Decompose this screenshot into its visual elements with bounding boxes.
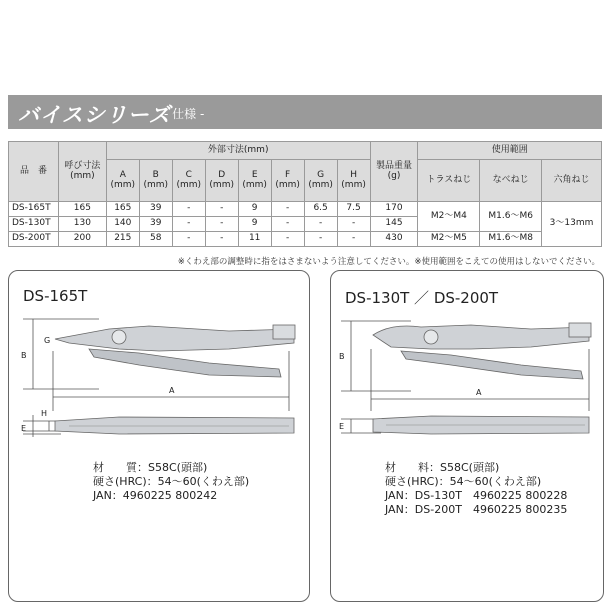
header-dim-c: C (mm): [172, 160, 205, 202]
cell-weight: 145: [370, 217, 418, 232]
header-dim-h: H (mm): [337, 160, 370, 202]
cell-h: -: [337, 232, 370, 247]
cell-pan-range: M1.6～M6: [480, 202, 542, 232]
cell-f: -: [271, 202, 304, 217]
cell-c: -: [172, 202, 205, 217]
spec-hardness: 硬さ(HRC)：54～60(くわえ部): [385, 475, 542, 488]
spec-material: 材 料：S58C(頭部): [385, 461, 500, 474]
header-model: 品 番: [9, 142, 59, 202]
cell-f: -: [271, 232, 304, 247]
dim-label-a: A: [169, 386, 175, 395]
header-dim-e: E (mm): [238, 160, 271, 202]
spec-hardness: 硬さ(HRC)：54～60(くわえ部): [93, 475, 250, 488]
cell-a: 140: [106, 217, 139, 232]
cell-weight: 170: [370, 202, 418, 217]
dim-label-e: E: [339, 422, 345, 431]
series-banner: [8, 95, 602, 129]
cell-f: -: [271, 217, 304, 232]
cell-c: -: [172, 217, 205, 232]
cell-size: 130: [58, 217, 106, 232]
cell-g: 6.5: [304, 202, 337, 217]
header-dim-f: F (mm): [271, 160, 304, 202]
header-pan-screw: なべねじ: [480, 160, 542, 202]
dim-label-a: A: [476, 388, 482, 397]
ds165t-top-view: [55, 417, 294, 434]
cell-e: 9: [238, 202, 271, 217]
ds165t-side-view: [55, 325, 295, 377]
ds130t-diagram: [331, 271, 603, 601]
ds130t-side-view: [373, 323, 591, 379]
ds165t-specs: [93, 461, 249, 503]
usage-note: ※くわえ部の調整時に指をはさまないよう注意してください。※使用範囲をこえての使用はしないでください。: [177, 257, 600, 267]
ds165t-panel: [8, 270, 310, 602]
header-dim-d: D (mm): [205, 160, 238, 202]
header-dim-a: A (mm): [106, 160, 139, 202]
cell-size: 200: [58, 232, 106, 247]
header-usage-range: 使用範囲: [418, 142, 602, 160]
header-hex-screw: 六角ねじ: [542, 160, 602, 202]
cell-d: -: [205, 202, 238, 217]
header-dim-b: B (mm): [139, 160, 172, 202]
cell-model: DS-130T: [9, 217, 59, 232]
panel-title: DS-130T ／ DS-200T: [345, 289, 499, 307]
header-truss-screw: トラスねじ: [418, 160, 480, 202]
ds165t-diagram: [9, 271, 309, 601]
cell-e: 9: [238, 217, 271, 232]
spec-jan: JAN：4960225 800242: [93, 489, 218, 502]
dim-label-b: B: [21, 351, 27, 360]
table-row: [9, 232, 602, 247]
header-dim-g: G (mm): [304, 160, 337, 202]
cell-e: 11: [238, 232, 271, 247]
dim-label-g: G: [44, 336, 51, 345]
header-jaw-size: 呼び寸法 (mm): [58, 142, 106, 202]
cell-truss-range: M2～M5: [418, 232, 480, 247]
dim-label-b: B: [339, 352, 345, 361]
cell-weight: 430: [370, 232, 418, 247]
cell-a: 215: [106, 232, 139, 247]
ds130t-top-view: [373, 416, 589, 434]
cell-b: 39: [139, 217, 172, 232]
cell-b: 39: [139, 202, 172, 217]
cell-c: -: [172, 232, 205, 247]
cell-hex-range: 3～13mm: [542, 202, 602, 247]
cell-a: 165: [106, 202, 139, 217]
spec-jan-130t: JAN：DS-130T 4960225 800228: [385, 489, 568, 502]
cell-d: -: [205, 232, 238, 247]
dim-label-e: E: [21, 424, 27, 433]
header-weight: 製品重量 (g): [370, 142, 418, 202]
cell-h: -: [337, 217, 370, 232]
series-subtitle: - 仕様 -: [164, 107, 205, 121]
cell-pan-range: M1.6～M8: [480, 232, 542, 247]
ds130t-ds200t-panel: [330, 270, 604, 602]
cell-model: DS-165T: [9, 202, 59, 217]
cell-g: -: [304, 217, 337, 232]
table-row: [9, 202, 602, 217]
cell-g: -: [304, 232, 337, 247]
header-outer-dims: 外部寸法(mm): [106, 142, 370, 160]
ds130t-specs: [385, 461, 567, 517]
cell-d: -: [205, 217, 238, 232]
cell-b: 58: [139, 232, 172, 247]
panel-title: DS-165T: [23, 287, 88, 305]
cell-truss-range: M2～M4: [418, 202, 480, 232]
spec-table: [8, 141, 602, 247]
spec-jan-200t: JAN：DS-200T 4960225 800235: [385, 503, 568, 516]
cell-size: 165: [58, 202, 106, 217]
cell-model: DS-200T: [9, 232, 59, 247]
cell-h: 7.5: [337, 202, 370, 217]
spec-material: 材 質：S58C(頭部): [93, 461, 208, 474]
series-title: バイスシリーズ: [18, 103, 171, 127]
dim-label-h: H: [41, 409, 48, 418]
